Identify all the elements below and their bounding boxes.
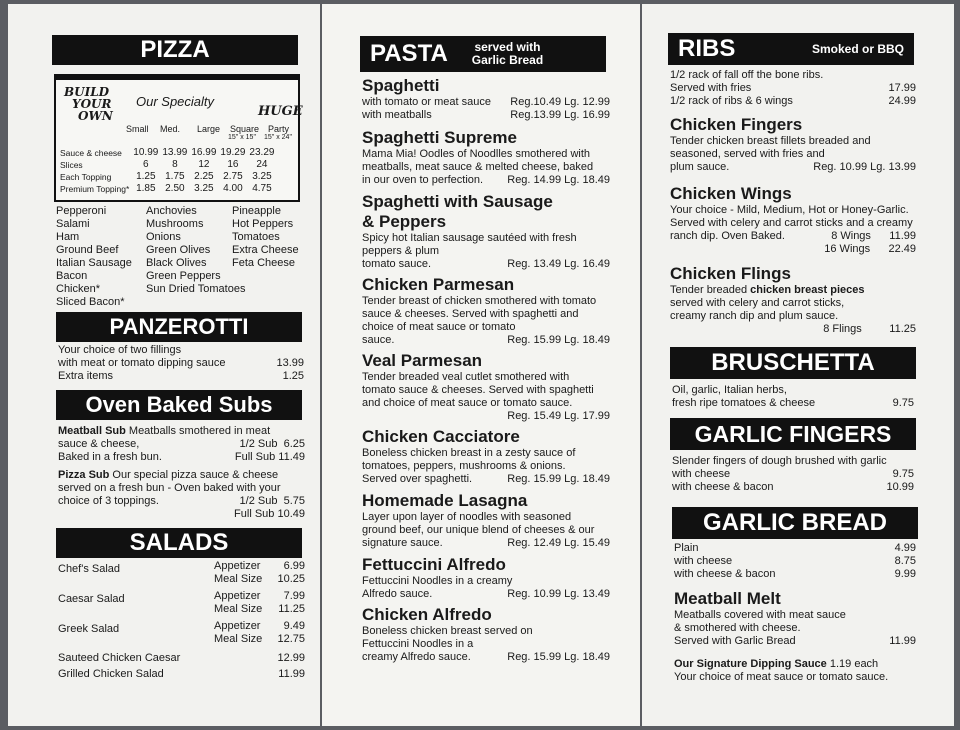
list-item: Chicken* bbox=[56, 283, 101, 295]
dipping-sauce: Our Signature Dipping Sauce 1.19 each Your choice of meat sauce or tomato sauce. bbox=[674, 658, 889, 683]
list-item: Pepperoni bbox=[56, 205, 107, 217]
list-item: Fettuccini Alfredo Fettuccini Noodles in a creamy Alfredo sauce. Reg. 10.99 Lg. 13.49 bbox=[362, 555, 610, 600]
pasta-subheader: served with Garlic Bread bbox=[471, 40, 544, 67]
list-item: Caesar Salad Appetizer 7.99 Meal Size 11.25 bbox=[58, 590, 305, 615]
chicken-flings: Chicken Flings Tender breaded chicken breast pieces served with celery and carrot sticks, creamy ranch dip and plum sauce. 8 Flings 11.25 bbox=[670, 264, 916, 335]
chicken-fingers: Chicken Fingers Tender chicken breast fillets breaded and seasoned, served with fries and plum sauce. Reg. 10.99 Lg. 13.99 bbox=[670, 115, 916, 173]
list-item: Green Olives bbox=[146, 244, 211, 256]
list-item: Ground Beef bbox=[56, 244, 119, 256]
toppings-column-1 bbox=[56, 205, 132, 309]
list-item: Chicken Parmesan Tender breast of chicken smothered with tomato sauce & cheeses. Served with spaghetti and choice of meat sauce or tomato sauce. Reg. 15.99 Lg. 18.49 bbox=[362, 275, 610, 346]
table-row: Sauce & cheese 10.99 13.99 16.99 19.29 23.29 bbox=[60, 147, 275, 158]
garlic-bread-header: GARLIC BREAD bbox=[672, 507, 918, 539]
list-item: Spaghetti with Sausage & Peppers Spicy hot Italian sausage sautéed with fresh peppers & plum tomato sauce. Reg. 13.49 Lg. 16.49 bbox=[362, 192, 610, 270]
menu-panel-right bbox=[642, 4, 954, 726]
salads-header: SALADS bbox=[56, 528, 302, 558]
pasta-title: PASTA bbox=[370, 40, 448, 67]
list-item: Extra Cheese bbox=[232, 244, 299, 256]
pizza-price-table bbox=[58, 147, 276, 195]
list-item: Chef's Salad Appetizer 6.99 Meal Size 10.25 bbox=[58, 560, 305, 585]
list-item: Sliced Bacon* bbox=[56, 296, 125, 308]
chicken-wings: Chicken Wings Your choice - Mild, Medium, Hot or Honey-Garlic. Served with celery and carrot sticks and a creamy ranch dip. Oven Baked. 8 Wings 11.99 16 Wings 22.49 bbox=[670, 184, 916, 255]
list-item: Sauteed Chicken Caesar 12.99 bbox=[58, 652, 305, 664]
list-item: Green Peppers bbox=[146, 270, 221, 282]
pizza-price-box: BUILD YOUR OWN Our Specialty HUGE Small Med. Large Square Party 15" x 15" 15" x 24" Sauce & cheese 10.99 13.99 16.99 19.29 23.29 Slices 6 8 12 16 24 Each Topping 1.25 1.75 2.25 2.75 3.25 Premium Topping* 1.85 2.50 3.25 4.00 4.75 bbox=[54, 74, 300, 202]
menu-panel-left bbox=[8, 4, 320, 726]
pizza-header: PIZZA bbox=[52, 35, 298, 65]
list-item: Grilled Chicken Salad 11.99 bbox=[58, 668, 305, 680]
meatball-melt: Meatball Melt Meatballs covered with meat sauce & smothered with cheese. Served with Garlic Bread 11.99 bbox=[674, 589, 916, 647]
toppings-column-3 bbox=[232, 205, 299, 270]
subs-header: Oven Baked Subs bbox=[56, 390, 302, 420]
list-item: Veal Parmesan Tender breaded veal cutlet smothered with tomato sauce & cheeses. Served with spaghetti and choice of meat sauce or tomato sauce. Reg. 15.49 Lg. 17.99 bbox=[362, 351, 610, 422]
list-item: Spaghetti Supreme Mama Mia! Oodles of Noodlles smothered with meatballs, meat sauce & melted cheese, baked in our oven to perfection. Reg. 14.99 Lg. 18.49 bbox=[362, 128, 610, 186]
garlic-fingers-header: GARLIC FINGERS bbox=[670, 418, 916, 450]
list-item: Spaghetti with tomato or meat sauce Reg.10.49 Lg. 12.99 with meatballs Reg.13.99 Lg. 16.99 bbox=[362, 76, 610, 121]
bruschetta-header: BRUSCHETTA bbox=[670, 347, 916, 379]
build-your-own-label: BUILD YOUR OWN bbox=[64, 85, 113, 123]
toppings-column-2 bbox=[146, 205, 245, 296]
panzerotti-header: PANZEROTTI bbox=[56, 312, 302, 342]
panzerotti-price: 13.99 bbox=[276, 357, 304, 369]
bruschetta-section: Oil, garlic, Italian herbs, fresh ripe tomatoes & cheese 9.75 bbox=[672, 384, 914, 409]
list-item: Greek Salad Appetizer 9.49 Meal Size 12.75 bbox=[58, 620, 305, 645]
list-item: Italian Sausage bbox=[56, 257, 132, 269]
list-item: Mushrooms bbox=[146, 218, 204, 230]
list-item: with cheese & bacon 9.99 bbox=[674, 568, 916, 580]
list-item: Pineapple bbox=[232, 205, 281, 217]
list-item: Sun Dried Tomatoes bbox=[146, 283, 246, 295]
list-item: Chicken Cacciatore Boneless chicken breast in a zesty sauce of tomatoes, peppers, mushrooms & onions. Served over spaghetti. Reg. 15.99 Lg. 18.49 bbox=[362, 427, 610, 485]
table-row: Slices 6 8 12 16 24 bbox=[60, 159, 268, 170]
list-item: with cheese 8.75 bbox=[674, 555, 916, 567]
ribs-title: RIBS bbox=[678, 35, 736, 62]
right-column bbox=[670, 69, 916, 344]
panzerotti-section: Your choice of two fillings with meat or tomato dipping sauce 13.99 Extra items 1.25 bbox=[58, 344, 304, 382]
list-item: Ham bbox=[56, 231, 80, 243]
garlic-bread-section bbox=[674, 542, 916, 581]
list-item: Feta Cheese bbox=[232, 257, 295, 269]
pasta-list bbox=[362, 76, 610, 664]
list-item: Homemade Lasagna Layer upon layer of noodles with seasoned ground beef, our unique blend of cheeses & our signature sauce. Reg. 12.49 Lg. 15.49 bbox=[362, 491, 610, 549]
list-item: Chicken Alfredo Boneless chicken breast served on Fettuccini Noodles in a creamy Alfredo sauce. Reg. 15.99 Lg. 18.49 bbox=[362, 605, 610, 663]
list-item: Onions bbox=[146, 231, 181, 243]
ribs-subheader: Smoked or BBQ bbox=[811, 42, 904, 56]
list-item: Black Olives bbox=[146, 257, 207, 269]
list-item: Tomatoes bbox=[232, 231, 280, 243]
ribs-section: 1/2 rack of fall off the bone ribs. Served with fries 17.99 1/2 rack of ribs & 6 wings 24.99 bbox=[670, 69, 916, 107]
list-item: Plain 4.99 bbox=[674, 542, 916, 554]
list-item: Salami bbox=[56, 218, 90, 230]
huge-label: HUGE bbox=[258, 104, 303, 119]
list-item: Bacon bbox=[56, 270, 88, 282]
meatball-sub: Meatball Sub Meatballs smothered in meat bbox=[58, 425, 271, 437]
list-item: Anchovies bbox=[146, 205, 197, 217]
list-item: Hot Peppers bbox=[232, 218, 294, 230]
pizza-sub: Pizza Sub Our special pizza sauce & cheese bbox=[58, 469, 279, 481]
our-specialty-label: Our Specialty bbox=[136, 94, 215, 109]
garlic-fingers-section: Slender fingers of dough brushed with garlic with cheese 9.75 with cheese & bacon 10.99 bbox=[672, 455, 914, 493]
table-row: Each Topping 1.25 1.75 2.25 2.75 3.25 bbox=[60, 171, 272, 182]
extra-items-price: 1.25 bbox=[282, 370, 304, 382]
pasta-header bbox=[360, 36, 606, 72]
ribs-header bbox=[668, 33, 914, 65]
menu-panel-center bbox=[322, 4, 640, 726]
subs-section: Meatball Sub Meatballs smothered in meat sauce & cheese, 1/2 Sub 6.25 Baked in a fresh bun. Full Sub 11.49 Pizza Sub Our special pizza sauce & cheese served on a fresh bun - Oven baked with your choice of 3 toppings. 1/2 Sub 5.75 Full Sub 10.49 bbox=[58, 425, 305, 520]
table-row: Premium Topping* 1.85 2.50 3.25 4.00 4.75 bbox=[60, 183, 272, 194]
